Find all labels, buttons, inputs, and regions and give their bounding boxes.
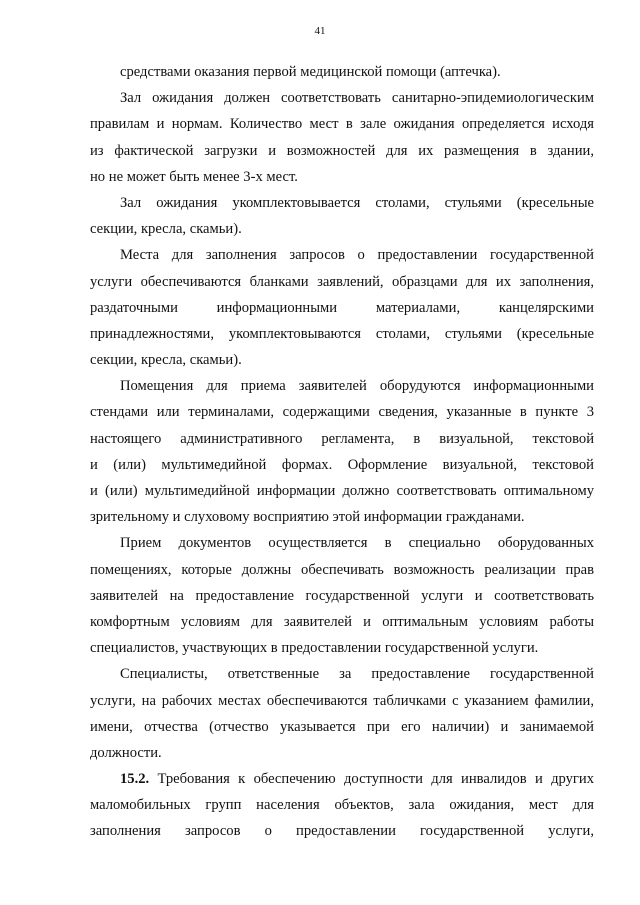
text-line [90,59,594,85]
line-text: должности. [90,744,162,761]
text-line [90,269,594,295]
text-line [90,373,594,399]
text-line [90,190,594,216]
page-number: 41 [314,25,326,37]
text-line [90,688,594,714]
text-line [90,242,594,268]
text-line [90,216,594,242]
text-line [90,504,594,530]
text-line [90,661,594,687]
line-text: принадлежностями, укомплектовываются столами, стульями (кресельные [90,325,594,342]
line-text: секции, кресла, скамьи). [90,221,242,238]
text-line [90,609,594,635]
line-text: специалистов, участвующих в предоставлении государственной услуги. [90,640,539,657]
line-text: из фактической загрузки и возможностей для их размещения в здании, [90,142,594,159]
line-text: зрительному и слуховому восприятию этой информации гражданами. [90,509,525,526]
text-line [90,714,594,740]
text-line [90,295,594,321]
line-text: услуги обеспечиваются бланками заявлений, образцами для их заполнения, [90,273,594,290]
text-line [90,530,594,556]
line-text: Зал ожидания должен соответствовать санитарно-эпидемиологическим [120,90,594,107]
text-line [90,138,594,164]
text-line [90,635,594,661]
line-text: стендами или терминалами, содержащими сведения, указанные в пункте 3 [90,404,594,421]
text-line [90,792,594,818]
line-text: Места для заполнения запросов о предоставлении государственной [120,247,594,264]
line-text: и (или) мультимедийной информации должно соответствовать оптимальному [90,483,594,499]
line-text: имени, отчества (отчество указывается при его наличии) и занимаемой [90,718,594,735]
line-text: но не может быть менее 3-х мест. [90,168,298,185]
text-line [90,478,594,504]
text-line [90,426,594,452]
text-line [90,111,594,137]
line-text: Прием документов осуществляется в специально оборудованных [120,535,594,552]
line-text: и (или) мультимедийной формах. Оформление визуальной, текстовой [90,456,594,473]
line-text: Помещения для приема заявителей оборудуются информационными [120,378,594,395]
line-text: секции, кресла, скамьи). [90,352,242,369]
text-line [90,399,594,425]
line-text: услуги, на рабочих местах обеспечиваются табличками с указанием фамилии, [90,692,594,709]
text-line [90,766,594,792]
text-line [90,818,594,844]
section-number: 15.2. [120,771,150,788]
text-line [90,557,594,583]
text-line [90,452,594,478]
text-line [90,583,594,609]
text-line [90,85,594,111]
body-text [90,59,594,845]
line-text: Зал ожидания укомплектовывается столами, стульями (кресельные [120,194,594,211]
line-text: средствами оказания первой медицинской помощи (аптечка). [120,64,501,80]
line-text: Требования к обеспечению доступности для инвалидов и других [149,771,594,788]
text-line [90,347,594,373]
text-line [90,164,594,190]
line-text: Специалисты, ответственные за предоставление государственной [120,666,594,683]
line-text: помещениях, которые должны обеспечивать возможность реализации прав [90,561,594,578]
text-line [90,740,594,766]
line-text: заполнения запросов о предоставлении государственной услуги, [90,823,594,840]
line-text: маломобильных групп населения объектов, зала ожидания, мест для [90,797,594,814]
text-line [90,321,594,347]
line-text: правилам и нормам. Количество мест в зале ожидания определяется исходя [90,116,594,133]
line-text: заявителей на предоставление государственной услуги и соответствовать [90,587,594,604]
line-text: раздаточными информационными материалами, канцелярскими [90,299,594,316]
line-text: комфортным условиям для заявителей и оптимальным условиям работы [90,613,594,630]
line-text: настоящего административного регламента, в визуальной, текстовой [90,430,594,447]
